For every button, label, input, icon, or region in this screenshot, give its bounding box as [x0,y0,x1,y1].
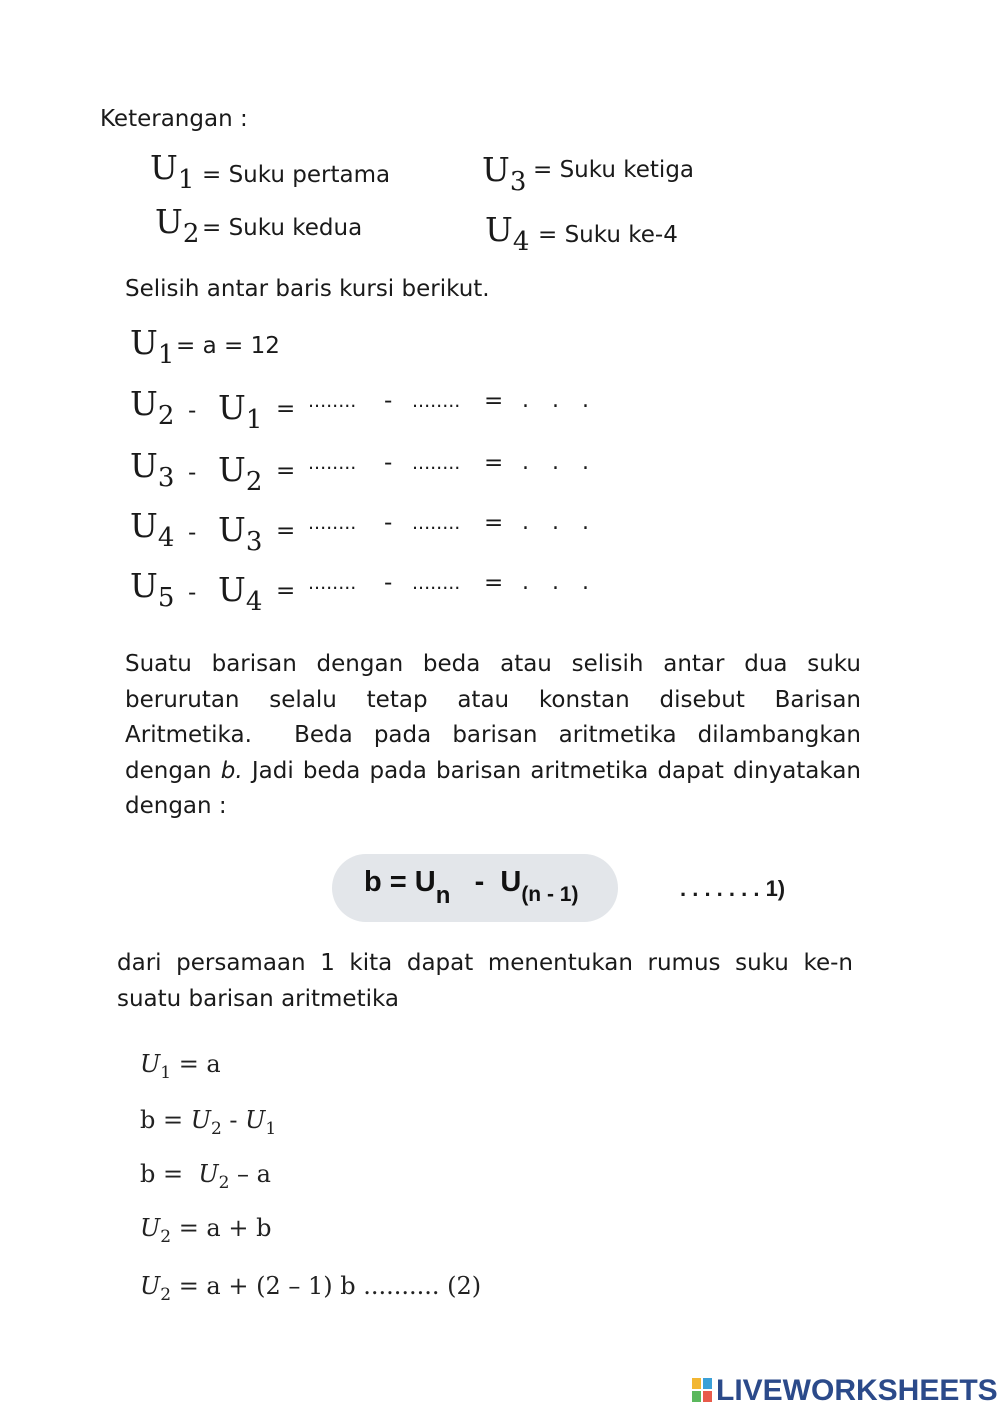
derivation-line: $U_2 = a + b$ [140,1214,272,1247]
logo-text: LIVEWORKSHEETS [716,1374,998,1407]
minus-sign: - [188,520,197,546]
derivation-line: $b = U_2 - U_1$ [140,1106,277,1139]
derivation-line: $U_2 = a + (2 - 1)$ b .......... (2) [140,1272,482,1305]
blank-field: ........ [308,512,357,534]
minus-sign: - [384,570,393,596]
blank-field: ........ [412,572,461,594]
result-blank: . . . [522,570,597,595]
equals-sign: = [484,570,504,596]
equals-sign: = [484,510,504,536]
difference-formula: $b = U_n$ - $U_{(n - 1)}$ [364,866,579,909]
result-blank: . . . [522,388,597,413]
paragraph-line: dengan b. Jadi beda pada barisan aritmetika dapat dinyatakan [125,757,861,784]
term-symbol: $U_2$ [218,450,263,497]
paragraph-line: Aritmetika. Beda pada barisan aritmetika dilambangkan [125,722,861,748]
equals-sign: = [484,388,504,414]
term-symbol: $U_4$ [218,570,263,617]
legend-item [482,150,526,197]
equals-sign: = [484,450,504,476]
result-blank: . . . [522,450,597,475]
blank-field: ........ [412,512,461,534]
legend-symbol: $U_2$ [155,202,200,249]
legend-item [155,202,199,249]
derivation-intro [117,946,853,1017]
first-term-value: = a = 12 [176,333,280,359]
blank-field: ........ [412,390,461,412]
legend-item [485,210,529,257]
liveworksheets-logo-icon [692,1378,714,1404]
term-symbol: $U_4$ [130,506,175,553]
paragraph-line: dengan : [125,793,227,819]
legend-desc: = Suku kedua [202,215,363,241]
first-term-symbol: $U_1$ [130,323,175,370]
term-symbol: $U_2$ [130,384,175,431]
equals-sign: = [276,458,296,484]
legend-symbol: $U_4$ [485,210,530,257]
equals-sign: = [276,396,296,422]
term-symbol: $U_3$ [218,510,263,557]
minus-sign: - [188,460,197,486]
blank-field: ........ [308,572,357,594]
equation-reference: . . . . . . . 1) [680,876,786,901]
derivation-line: $U_1 = a$ [140,1050,221,1083]
paragraph-line: dari persamaan 1 kita dapat menentukan rumus suku ke-n [117,950,853,976]
legend-desc: = Suku ketiga [533,157,695,183]
variable-b: b. [220,757,243,784]
equals-sign: = [276,578,296,604]
heading: Keterangan : [100,106,248,132]
minus-sign: - [384,450,393,476]
legend-desc: = Suku ke-4 [538,222,678,248]
paragraph-line: suatu barisan aritmetika [117,985,399,1012]
minus-sign: - [188,580,197,606]
minus-sign: - [384,510,393,536]
term-symbol: $U_1$ [218,388,263,435]
blank-field: ........ [308,390,357,412]
legend-item [150,148,194,195]
blank-field: ........ [308,452,357,474]
blank-field: ........ [412,452,461,474]
term-symbol: $U_3$ [130,446,175,493]
intro-text: Selisih antar baris kursi berikut. [125,276,490,302]
minus-sign: - [384,388,393,414]
term-symbol: $U_5$ [130,566,175,613]
result-blank: . . . [522,510,597,535]
legend-symbol: $U_3$ [482,150,527,197]
legend-symbol: $U_1$ [150,148,195,195]
first-term [130,323,174,370]
paragraph-line: berurutan selalu tetap atau konstan disebut Barisan [125,686,861,713]
minus-sign: - [188,398,197,424]
equals-sign: = [276,518,296,544]
legend-desc: = Suku pertama [202,162,391,188]
derivation-line: $b = U_2 - a$ [140,1160,271,1193]
definition-paragraph [125,647,861,825]
paragraph-line: Suatu barisan dengan beda atau selisih antar dua suku [125,651,861,677]
